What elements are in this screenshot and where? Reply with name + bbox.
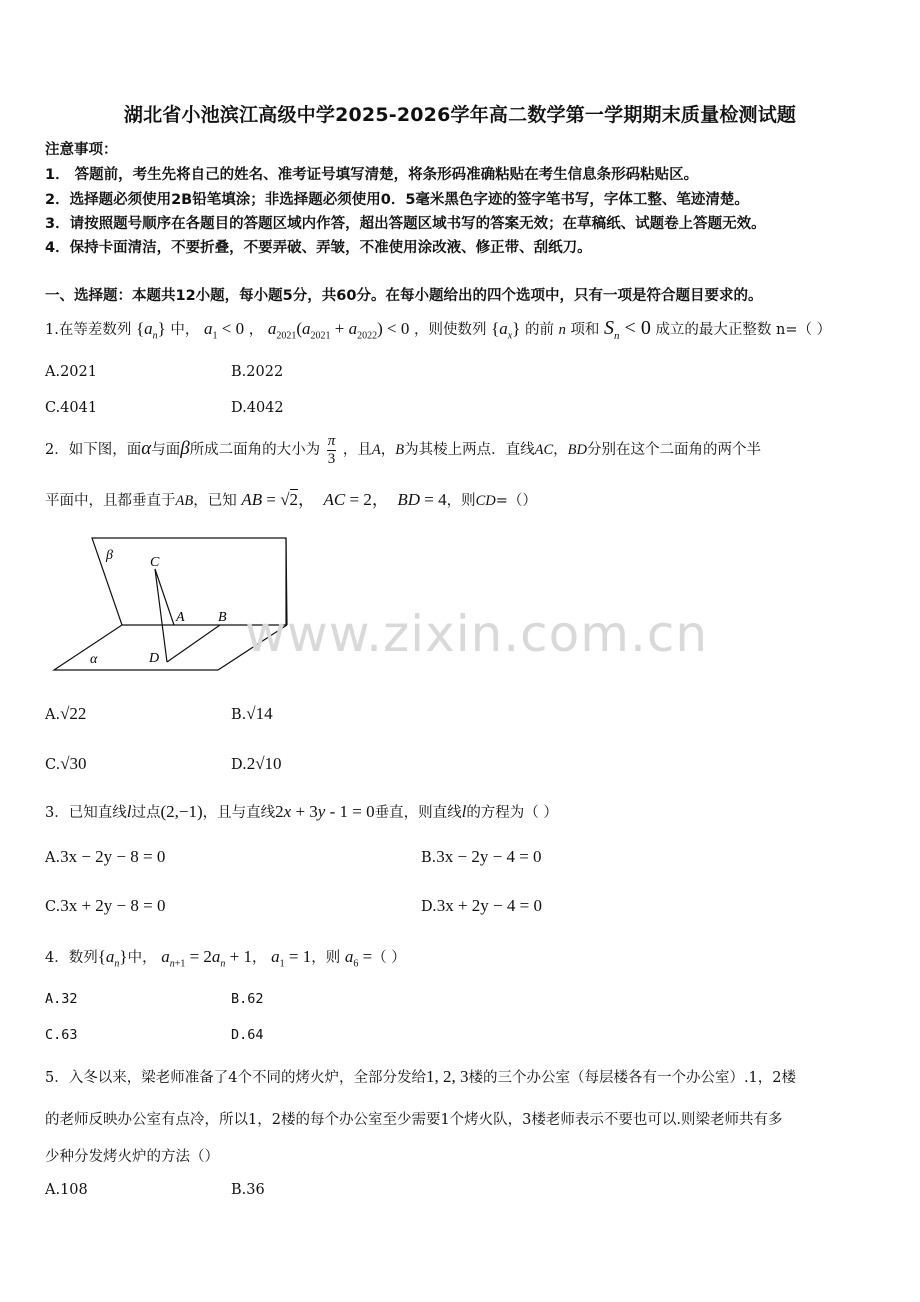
q1-option-d: D.4042	[231, 400, 284, 416]
q3-option-a-label: A.	[45, 850, 61, 866]
q2-text: 2．如下图，面	[45, 442, 142, 458]
q3-option-c-label: C.	[45, 899, 61, 915]
q3-option-d-label: D.	[421, 899, 437, 915]
q2-text: 与面	[151, 442, 181, 458]
label-alpha: α	[90, 652, 98, 667]
q2-text: A	[371, 442, 381, 458]
q3-text: 垂直，则直线	[374, 805, 462, 821]
q5-text: 楼的三个办公室（每层楼各有一个办公室）.1，2楼	[468, 1070, 797, 1086]
q2-text: AC	[534, 442, 554, 458]
q3-text: 3．已知直线	[45, 805, 127, 821]
q2-text: 平面中，且都垂直于	[45, 493, 176, 509]
q3-option-d	[421, 896, 542, 916]
q4-option-c: C.63	[45, 1027, 78, 1043]
notice-3: 3．请按照题号顺序在各题目的答题区域内作答，超出答题区域书写的答案无效；在草稿纸、试题卷上答题无效。	[45, 216, 766, 232]
q4-a6: $a_6$ =	[344, 947, 373, 970]
q1-option-a: A.2021	[45, 364, 97, 380]
q5-floors: 1, 2, 3	[425, 1067, 469, 1086]
q4-text: （ ）	[372, 950, 406, 966]
label-a: A	[176, 610, 185, 625]
q1-text: 中，	[170, 322, 200, 338]
q2-text: CD	[475, 493, 496, 509]
notice-2: 2．选择题必须使用2B铅笔填涂；非选择题必须使用0．5毫米黑色字迹的签字笔书写，字体工整、笔迹清楚。	[45, 192, 749, 208]
q3-option-c-math: 3x + 2y − 8 = 0	[60, 896, 166, 915]
q2-option-d-math: 2√10	[246, 754, 282, 773]
q2-text: 为其棱上两点．直线	[404, 442, 535, 458]
pi-over-3: $\frac{\pi}{3}$	[327, 432, 336, 467]
label-d: D	[149, 651, 160, 666]
question-2-line1	[45, 432, 761, 468]
q1-math-sn: $S_n < 0$	[604, 317, 651, 342]
q2-option-a-label: A.	[45, 707, 61, 723]
q1-text: 项和	[570, 322, 600, 338]
segment-ac	[155, 569, 174, 625]
segment-bd	[167, 625, 220, 662]
question-5-line2: 的老师反映办公室有点冷，所以1，2楼的每个办公室至少需要1个烤火队，3楼老师表示不要也可以.则梁老师共有多	[45, 1112, 783, 1128]
q1-math-seq: $\{a_n\}$	[135, 319, 166, 342]
q5-option-a: A.108	[45, 1182, 88, 1198]
q3-l2: l	[461, 802, 467, 821]
q1-text: 成立的最大正整数	[655, 322, 772, 338]
q1-math-a1: $a_1 < 0$	[204, 319, 245, 342]
notice-4: 4．保持卡面清洁，不要折叠，不要弄破、弄皱，不准使用涂改液、修正带、刮纸刀。	[45, 240, 592, 256]
question-5-line1	[45, 1066, 796, 1089]
label-c: C	[150, 555, 160, 570]
q4-text: ，则	[311, 950, 341, 966]
q1-text: 的前	[524, 322, 554, 338]
q4-option-a: A.32	[45, 991, 78, 1007]
q2-text: 分别在这个二面角的两个半	[587, 442, 762, 458]
q2-option-c-math: √30	[60, 754, 87, 773]
label-b: B	[218, 610, 227, 625]
q2-option-c-label: C.	[45, 757, 61, 773]
question-5-line3: 少种分发烤火炉的方法（）	[45, 1149, 219, 1165]
q5-text: 5．入冬以来，梁老师准备了4个不同的烤火炉，全部分发给	[45, 1070, 426, 1086]
q2-option-b-label: B.	[231, 707, 247, 723]
question-2-line2	[45, 486, 537, 515]
q3-l: l	[126, 802, 132, 821]
q3-text: 过点	[131, 805, 161, 821]
q2-text: B	[395, 442, 405, 458]
q2-text: ，	[380, 442, 396, 458]
q3-option-c	[45, 896, 165, 916]
q2-text: 所成二面角的大小为	[189, 442, 321, 458]
label-beta: β	[106, 548, 113, 563]
q2-text: =（）	[495, 493, 537, 509]
beta-symbol: β	[180, 438, 190, 459]
q2-option-c	[45, 754, 87, 774]
q3-option-a	[45, 847, 165, 867]
q1-text: n=（ ）	[776, 322, 832, 338]
q3-text: ，且与直线	[202, 805, 276, 821]
q2-option-d	[231, 754, 282, 774]
question-3	[45, 800, 558, 825]
question-4	[45, 944, 406, 977]
q4-option-b: B.62	[231, 991, 264, 1007]
q4-text: 中，	[127, 950, 157, 966]
q1-text: ，	[248, 322, 264, 338]
page-title: 湖北省小池滨江高级中学2025-2026学年高二数学第一学期期末质量检测试题	[123, 104, 797, 126]
q1-math-product: $a_{2021}(a_{2021} + a_{2022}) < 0$	[267, 319, 410, 342]
q3-option-d-math: 3x + 2y − 4 = 0	[436, 896, 542, 915]
q3-option-b	[421, 847, 542, 867]
q4-text: ，	[252, 950, 267, 966]
q1-text: ，则使数列	[413, 322, 487, 338]
q2-text: ，且	[342, 442, 372, 458]
q2-option-d-label: D.	[231, 757, 247, 773]
q4-recurrence: $a_{n+1} = 2a_n + 1$	[161, 947, 253, 970]
section-heading: 一、选择题：本题共12小题，每小题5分，共60分。在每小题给出的四个选项中，只有一项是符合题目要求的。	[45, 288, 763, 304]
q1-option-c: C.4041	[45, 400, 98, 416]
q2-text: ，	[553, 442, 568, 458]
q2-text: ，则	[446, 493, 476, 509]
alpha-symbol: α	[141, 438, 152, 459]
q1-n: n	[558, 322, 566, 338]
q1-text: 1.在等差数列	[45, 322, 132, 338]
segment-cd	[155, 569, 167, 662]
q2-option-a-math: √22	[60, 704, 87, 723]
q2-option-b-math: √14	[246, 704, 273, 723]
q3-line-eq: 2x + 3y - 1 = 0	[275, 802, 375, 821]
q2-option-b	[231, 704, 273, 724]
notice-1: 1． 答题前，考生先将自己的姓名、准考证号填写清楚，将条形码准确粘贴在考生信息条形码粘贴区。	[45, 167, 699, 183]
q3-option-b-label: B.	[421, 850, 437, 866]
q2-text: AB	[175, 493, 194, 509]
q4-text: 4．数列	[45, 950, 98, 966]
q3-option-b-math: 3x − 2y − 4 = 0	[436, 847, 542, 866]
q3-option-a-math: 3x − 2y − 8 = 0	[60, 847, 166, 866]
watermark: www.zixin.com.cn	[245, 605, 709, 663]
q1-option-b: B.2022	[231, 364, 284, 380]
q4-a1: $a_1 = 1$	[271, 947, 312, 970]
q2-text: BD	[567, 442, 588, 458]
question-1	[45, 314, 831, 350]
q2-text: ，已知	[193, 493, 237, 509]
notice-heading: 注意事项：	[45, 142, 118, 158]
q2-option-a	[45, 704, 86, 724]
q3-text: 的方程为（ ）	[466, 805, 558, 821]
q2-math-given: AB = √2， AC = 2， BD = 4	[241, 490, 447, 509]
q1-math-seq2: $\{a_x\}$	[491, 319, 521, 342]
q4-option-d: D.64	[231, 1027, 264, 1043]
q5-option-b: B.36	[231, 1182, 265, 1198]
q4-seq: $\{a_n\}$	[97, 947, 128, 970]
q3-point: (2,−1)	[160, 802, 203, 821]
